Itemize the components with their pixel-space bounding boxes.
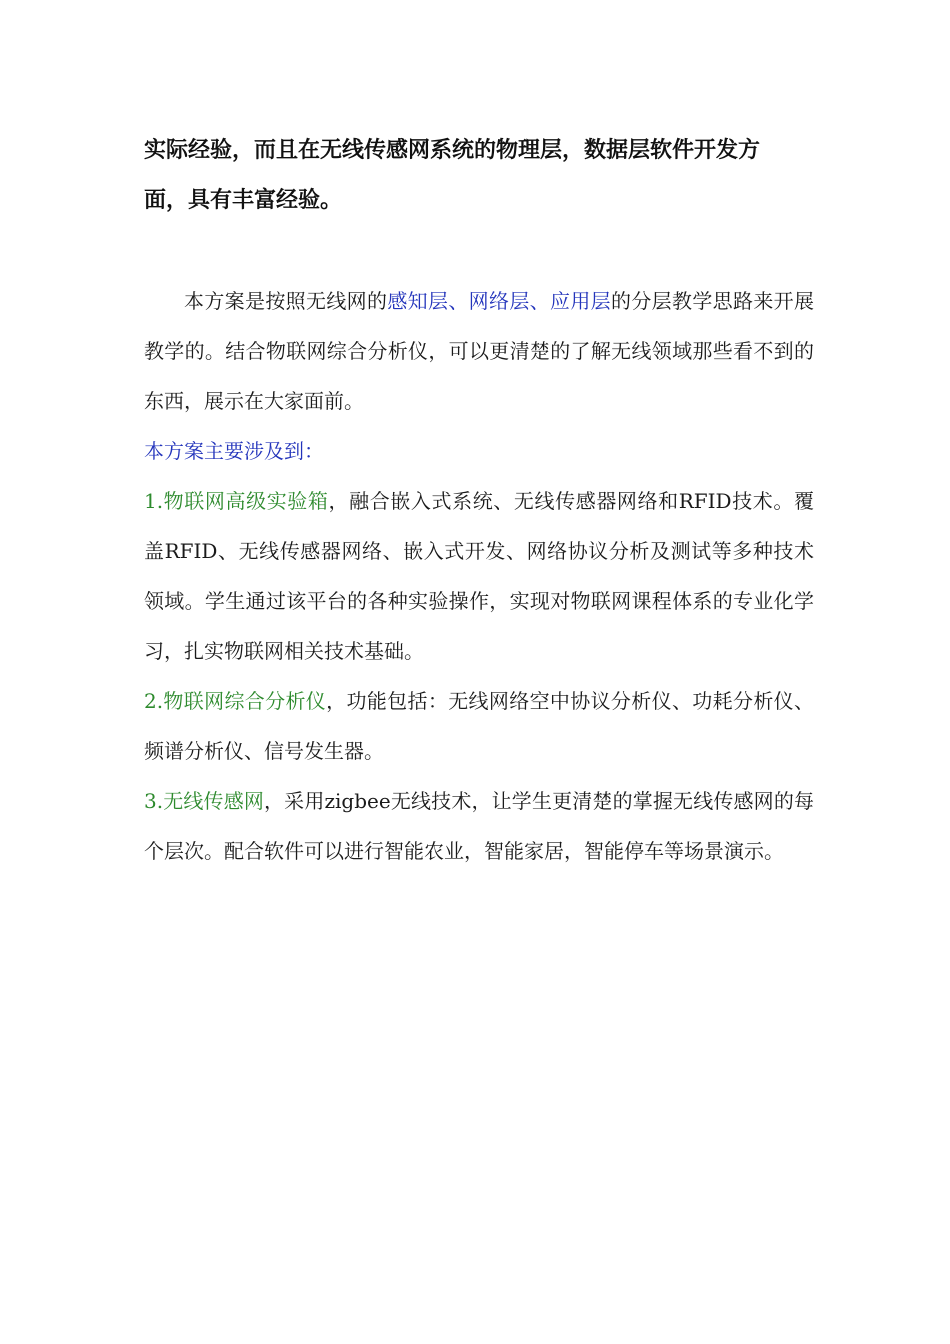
lead-paragraph: [144, 126, 824, 226]
item-2-title: 2.物联网综合分析仪: [144, 689, 327, 713]
scope-heading: 本方案主要涉及到：: [144, 439, 324, 463]
intro-prefix: 本方案是按照无线网的: [184, 289, 388, 313]
lead-line-1: 实际经验，而且在无线传感网系统的物理层，数据层软件开发方: [144, 138, 761, 163]
item-3-text: ，采用zigbee无线技术，让学生更清楚的掌握无线传感网的每个层次。配合软件可以进行智能农业，智能家居，智能停车等场景演示。: [144, 789, 814, 863]
list-item-2: [144, 676, 814, 776]
item-1-title: 1.物联网高级实验箱: [144, 489, 329, 513]
intro-highlight-layers: 感知层、网络层、应用层: [387, 289, 612, 313]
item-2-text: ，功能包括：无线网络空中协议分析仪、功耗分析仪、频谱分析仪、信号发生器。: [144, 689, 814, 763]
lead-line-2: 面，具有丰富经验。: [144, 188, 343, 213]
list-item-3: [144, 776, 814, 876]
item-3-title: 3.无线传感网: [144, 789, 265, 813]
intro-suffix: 的分层教学思路来开展教学的。结合物联网综合分析仪，可以更清楚的了解无线领域那些看不到的东西，展示在大家面前。: [144, 289, 815, 413]
list-item-1: [144, 476, 814, 676]
intro-paragraph: [144, 276, 814, 426]
body-text: [144, 276, 814, 876]
item-1-text: ，融合嵌入式系统、无线传感器网络和RFID技术。覆盖RFID、无线传感器网络、嵌入式开发、网络协议分析及测试等多种技术领域。学生通过该平台的各种实验操作，实现对物联网课程体系的专业化学习，扎实物联网相关技术基础。: [144, 489, 814, 663]
